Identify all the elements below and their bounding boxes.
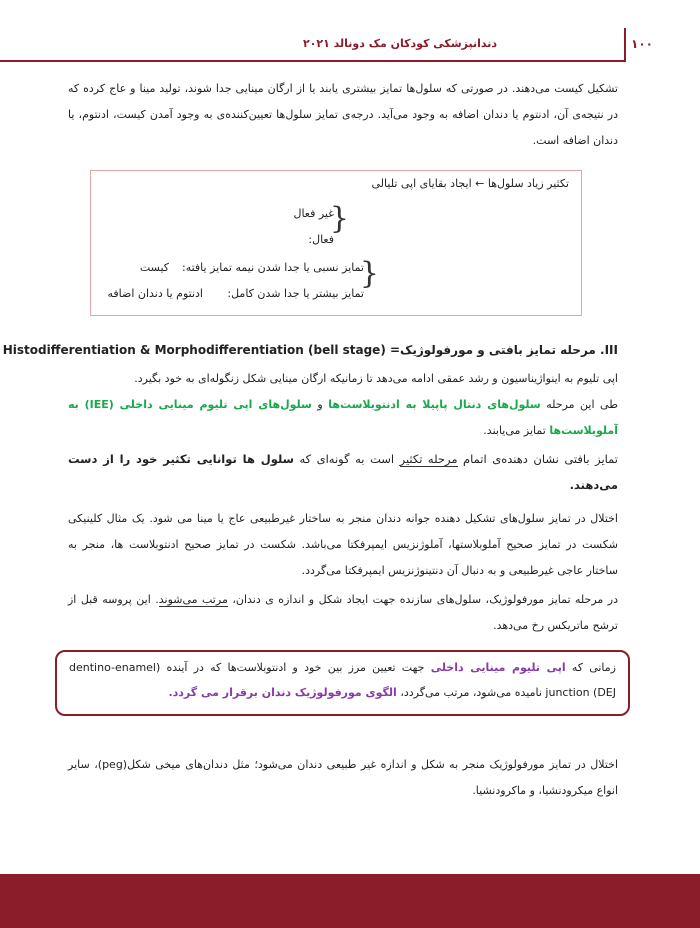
- footer-bar: [0, 874, 700, 928]
- p2-highlight-ameloblasts: سلول‌های اپی تلیوم مینایی داخلی (IEE) به آملوبلاست‌ها: [68, 398, 618, 437]
- p3-text-c: است به گونه‌ای که: [293, 452, 400, 466]
- diagram-active: فعال:: [308, 233, 334, 246]
- callout-text-c: جهت تعیین مرز بین خود و ادنتوبلاست‌ها که در آینده (dentino-enamel junction (DEJ نامیده می‌شود، مرتب می‌گردد،: [69, 661, 616, 699]
- p3-underlined-proliferation: مرحله تکثیر: [399, 452, 458, 466]
- diagram-line-proliferation: تکثیر زیاد سلول‌ها ← ایجاد بقایای اپی تلیالی: [371, 177, 569, 190]
- diagram-partial-result: کیست: [139, 261, 169, 274]
- p5-text-c: . این پروسه قبل از ترشح ماتریکس رخ می‌دهد.: [68, 593, 618, 632]
- section-numeral: III.: [600, 343, 618, 357]
- brace-differentiation: {: [359, 256, 379, 291]
- differentiation-diagram: [90, 170, 582, 316]
- p5-text-a: در مرحله تمایز مورفولوژیک، سلول‌های سازنده جهت ایجاد شکل و اندازه ی دندان،: [227, 593, 618, 606]
- paragraph-histodifferentiation: [68, 446, 618, 498]
- paragraph-morphology-disturbance: اختلال در تمایز مورفولوژیک منجر به شکل و اندازه غیر طبیعی دندان می‌شود؛ مثل دندان‌های میخی شکل(peg)، سایر انواع میکرودنشیا، و ماکرودنشیا.: [68, 758, 618, 797]
- running-header: دندانپزشکی کودکان مک دونالد ۲۰۲۱: [302, 37, 498, 50]
- diagram-partial: تمایز نسبی یا جدا شدن نیمه تمایز یافته:: [182, 261, 364, 274]
- callout-highlight-iee: اپی تلیوم مینایی داخلی: [430, 661, 566, 674]
- section-title: مرحله تمایز بافتی و مورفولوژیک= Histodifferentiation & Morphodifferentiation (bell stage): [2, 343, 596, 357]
- paragraph-bell-stage: اپی تلیوم به اینواژیناسیون و رشد عمقی ادامه می‌دهد تا زمانیکه ارگان مینایی شکل زنگوله‌ای به خود بگیرد.: [134, 372, 618, 385]
- callout-text-a: زمانی که: [565, 661, 616, 674]
- paragraph-disturbance: اختلال در تمایز سلول‌های تشکیل دهنده جوانه دندان منجر به ساختار غیرطبیعی عاج یا مینا می شود. یک مثال کلینیکی شکست در تمایز صحیح آملوبلاستها، آملوژنزیس ایمپرفکتا می‌باشد. شکست در تمایز صحیح ادنتوبلاست ها، منجر به ساختار عاجی غیرطبیعی و به دنبال آن دنتینوژنزیس ایمپرفکتا می‌گردد.: [68, 512, 618, 577]
- diagram-full-result: ادنتوم یا دندان اضافه: [107, 287, 203, 300]
- brace-activity: {: [329, 201, 349, 236]
- p2-text-e: تمایز می‌یابند.: [483, 424, 550, 437]
- p3-bold-statement: سلول ها توانایی تکثیر خود را از دست می‌دهند.: [68, 452, 618, 492]
- callout-highlight-pattern: الگوی مورفولوژیک دندان برقرار می گردد.: [168, 686, 397, 699]
- diagram-full: تمایز بیشتر یا جدا شدن کامل:: [227, 287, 364, 300]
- p2-text-c: و: [311, 398, 329, 411]
- intro-paragraph: تشکیل کیست می‌دهند. در صورتی که سلول‌ها تمایز بیشتری یابند یا از ارگان مینایی جدا شوند، تولید مینا و عاج کرده که در نتیجه‌ی آن، ادنتوم یا دندان اضافه به وجود می‌آید. درجه‌ی تمایز سلول‌ها تعیین‌کننده‌ی به وجود آمدن کیست، ادنتوم، یا دندان اضافه است.: [68, 82, 618, 147]
- header-rule: [0, 60, 626, 62]
- p2-highlight-odontoblasts: سلول‌های دنتال پاپیلا به ادنتوبلاست‌ها: [328, 398, 541, 411]
- section-heading: [3, 343, 618, 357]
- page-number: ۱۰۰: [631, 37, 653, 51]
- p3-text-a: تمایز بافتی نشان دهنده‌ی اتمام: [457, 452, 618, 466]
- p5-underlined-arranged: مرتب می‌شوند: [158, 593, 228, 606]
- callout-text: [69, 655, 616, 705]
- p2-text-a: طی این مرحله: [540, 398, 618, 411]
- header-divider: [624, 28, 626, 62]
- paragraph-cell-differentiation: [68, 392, 618, 444]
- paragraph-morphodifferentiation: [68, 587, 618, 639]
- callout-box: [55, 650, 630, 716]
- diagram-inactive: غیر فعال: [293, 207, 334, 220]
